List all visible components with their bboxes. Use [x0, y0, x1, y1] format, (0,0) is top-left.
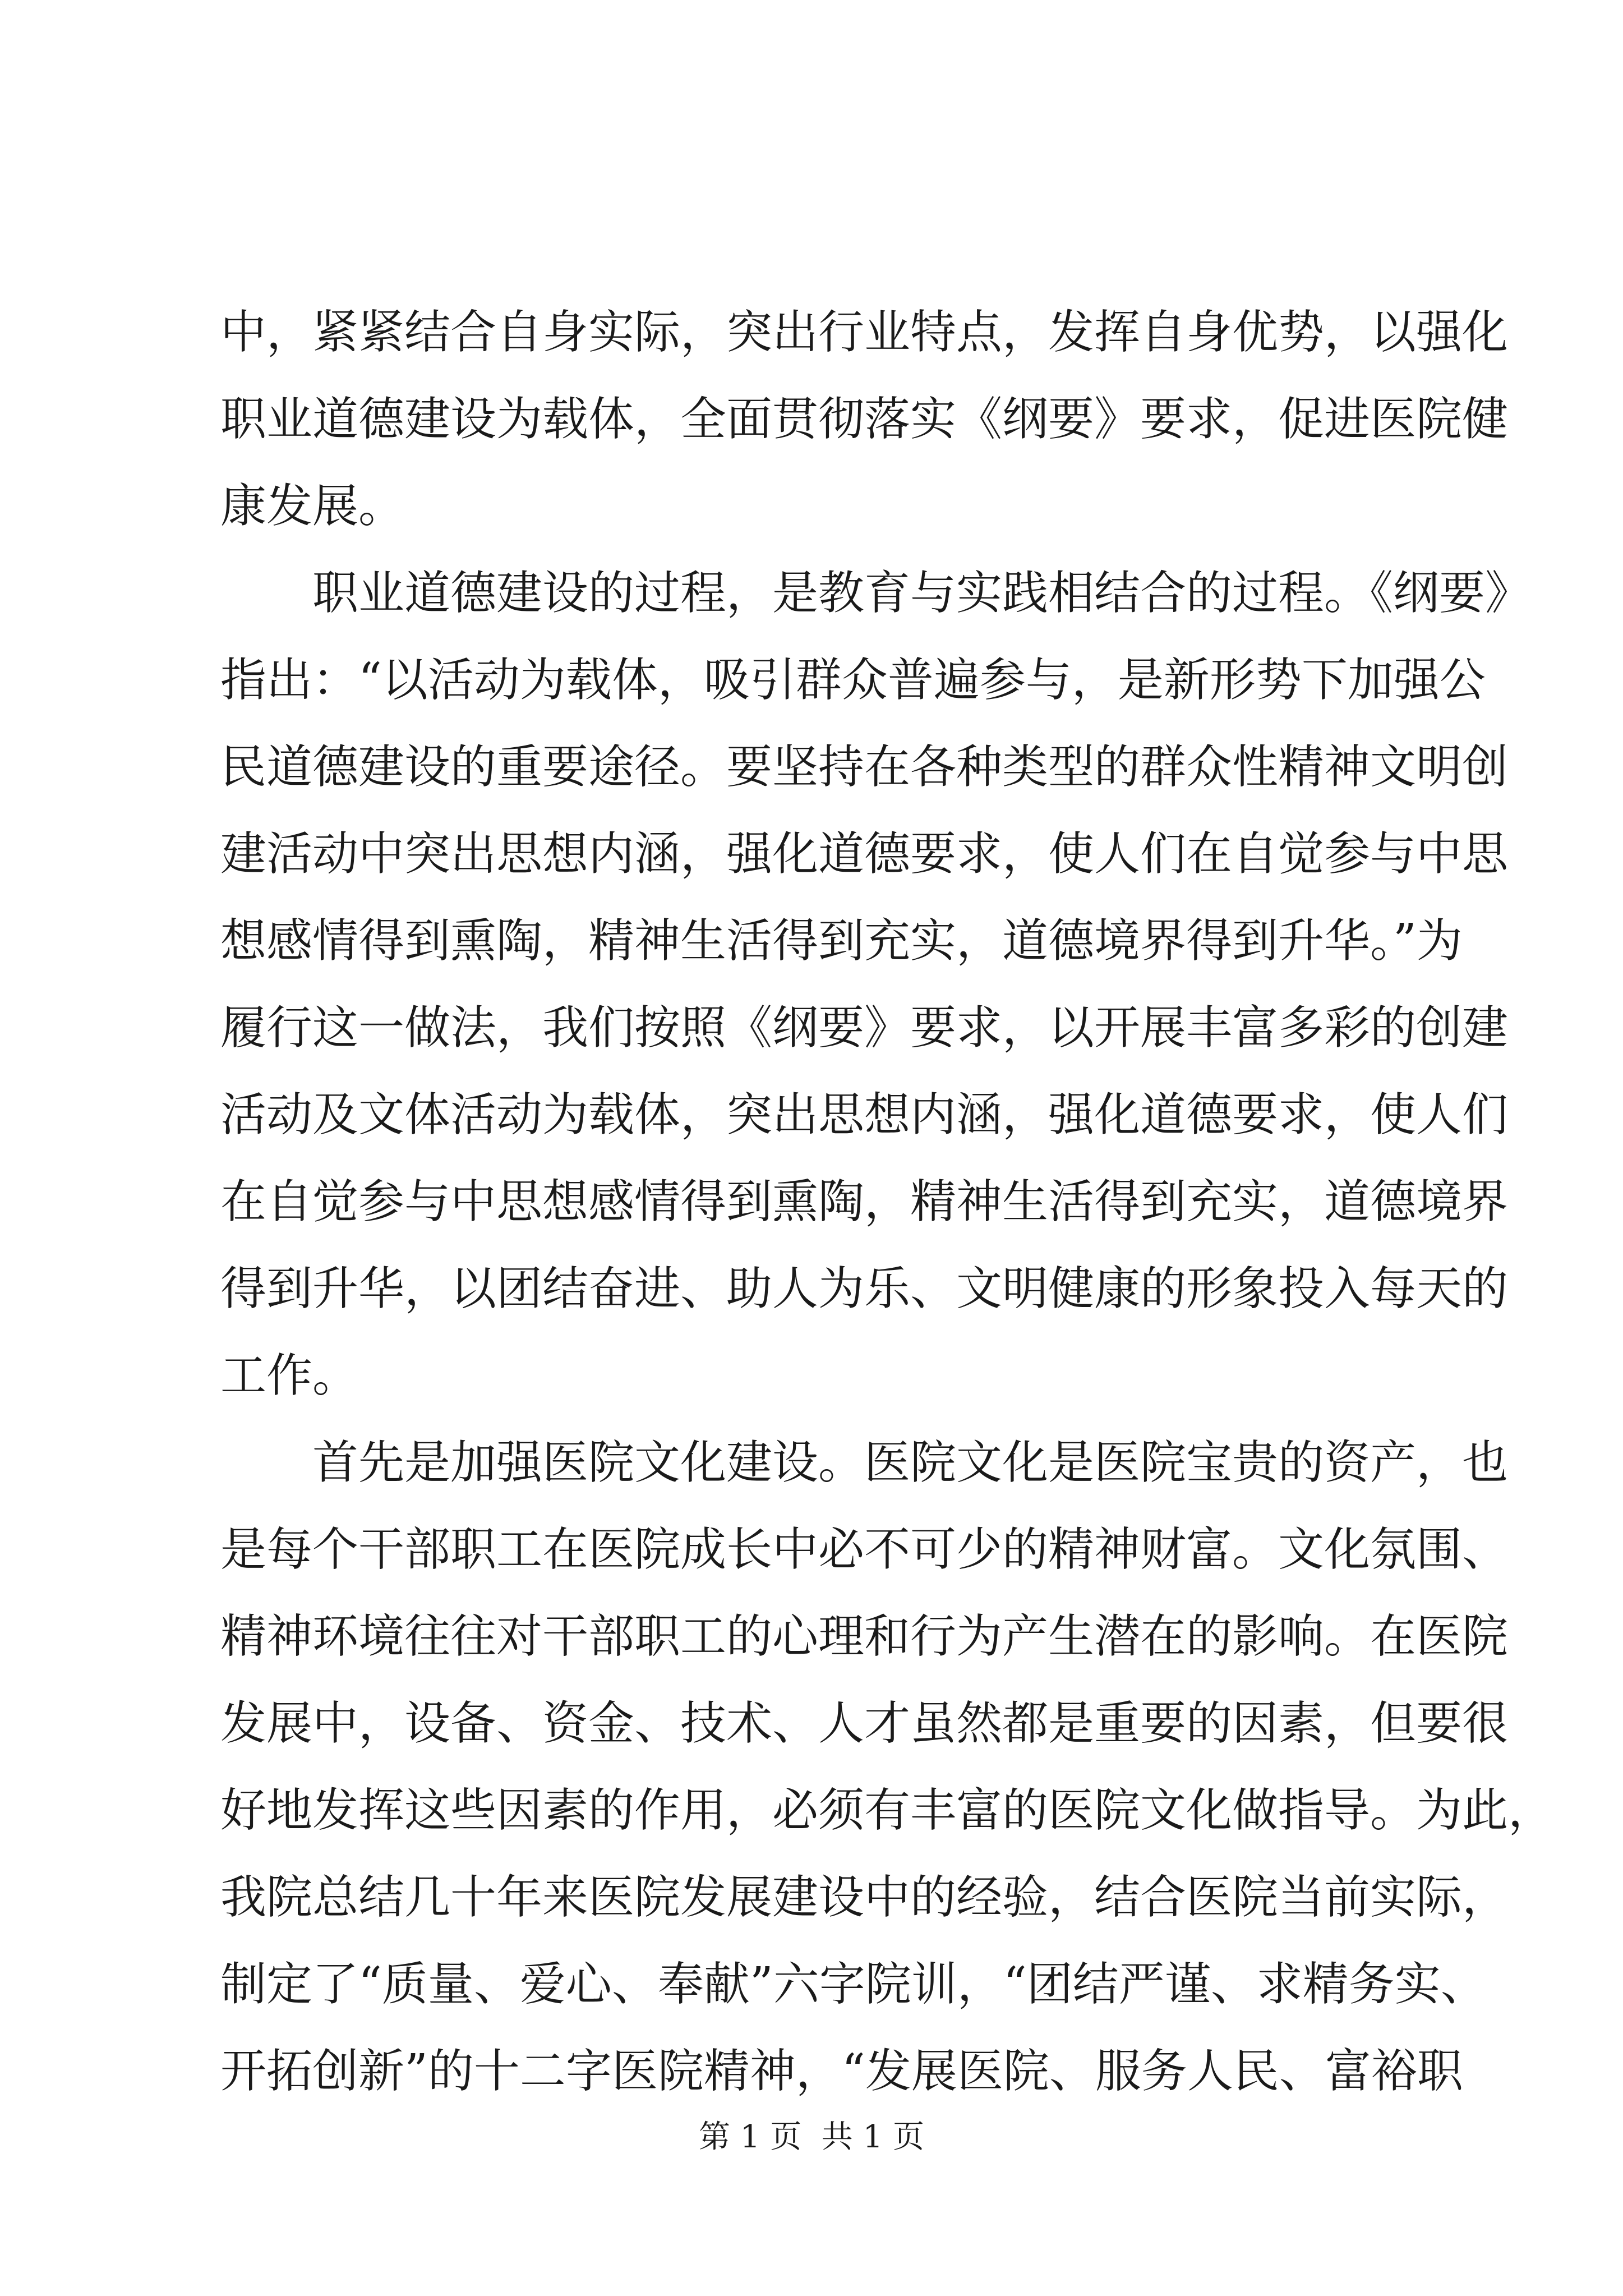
- text-line: 康发展。: [220, 480, 405, 533]
- text-line: 精神环境往往对干部职工的心理和行为产生潜在的影响。在医院: [220, 1610, 1509, 1663]
- text-line: 活动及文体活动为载体，突出思想内涵，强化道德要求，使人们: [220, 1088, 1509, 1142]
- text-line: 履行这一做法，我们按照《纲要》要求，以开展丰富多彩的创建: [220, 1001, 1509, 1055]
- text-line: 好地发挥这些因素的作用，必须有丰富的医院文化做指导。为此，: [220, 1784, 1555, 1837]
- text-line: 职业道德建设的过程，是教育与实践相结合的过程。《纲要》: [220, 567, 1532, 620]
- text-line: 首先是加强医院文化建设。医院文化是医院宝贵的资产，也: [220, 1436, 1509, 1489]
- document-body: [220, 289, 1555, 2115]
- text-line: 在自觉参与中思想感情得到熏陶，精神生活得到充实，道德境界: [220, 1175, 1509, 1228]
- text-line: 想感情得到熏陶，精神生活得到充实，道德境界得到升华。”为: [220, 914, 1463, 968]
- text-line: 指出：“以活动为载体，吸引群众普遍参与，是新形势下加强公: [220, 654, 1486, 707]
- text-line: 得到升华，以团结奋进、助人为乐、文明健康的形象投入每天的: [220, 1262, 1509, 1315]
- text-line: 发展中，设备、资金、技术、人才虽然都是重要的因素，但要很: [220, 1697, 1509, 1750]
- text-line: 是每个干部职工在医院成长中必不可少的精神财富。文化氛围、: [220, 1523, 1509, 1576]
- text-line: 制定了“质量、爱心、奉献”六字院训，“团结严谨、求精务实、: [220, 1958, 1487, 2011]
- text-line: 开拓创新”的十二字医院精神，“发展医院、服务人民、富裕职: [220, 2045, 1463, 2098]
- text-line: 建活动中突出思想内涵，强化道德要求，使人们在自觉参与中思: [220, 827, 1509, 881]
- text-line: 工作。: [220, 1349, 359, 1402]
- text-line: 民道德建设的重要途径。要坚持在各种类型的群众性精神文明创: [220, 740, 1509, 794]
- text-line: 职业道德建设为载体，全面贯彻落实《纲要》要求，促进医院健: [220, 393, 1509, 446]
- text-line: 中，紧紧结合自身实际，突出行业特点，发挥自身优势，以强化: [220, 306, 1509, 359]
- page-footer: 第 1 页 共 1 页: [698, 2119, 925, 2155]
- text-line: 我院总结几十年来医院发展建设中的经验，结合医院当前实际，: [220, 1871, 1509, 1924]
